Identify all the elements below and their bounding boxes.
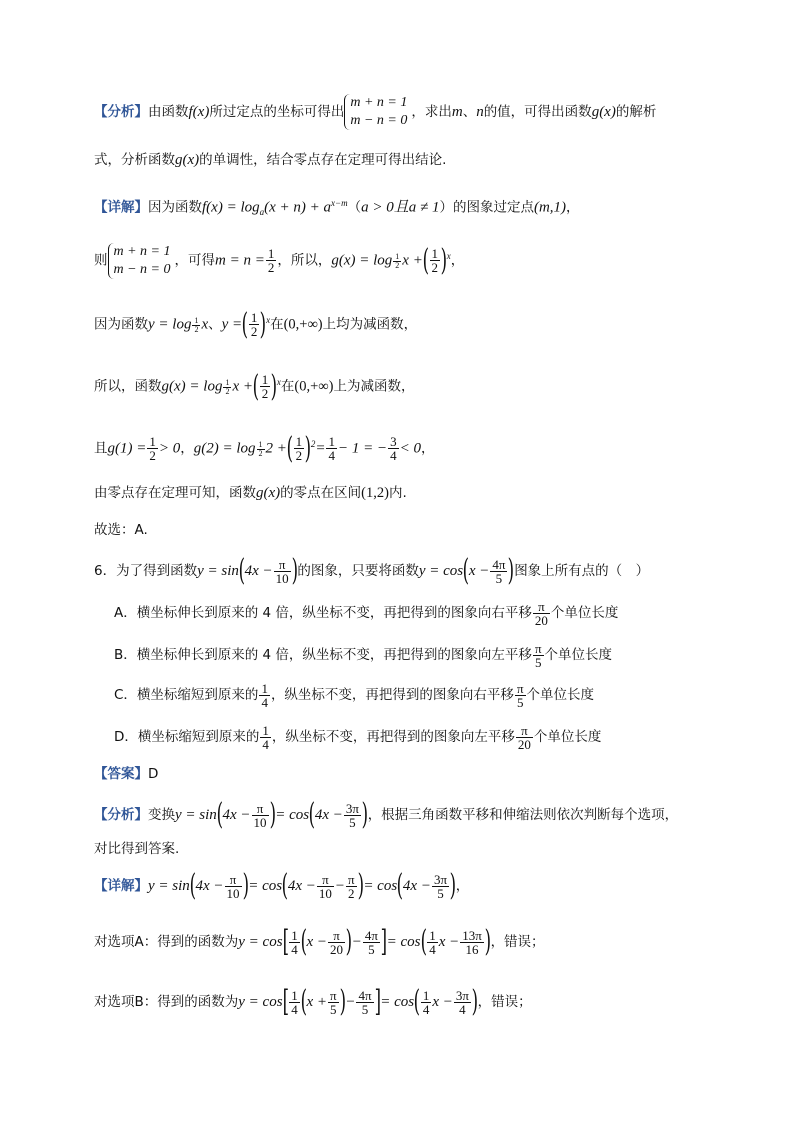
paren: (	[241, 306, 249, 342]
paren: (	[252, 368, 260, 404]
paren: (	[413, 984, 421, 1019]
den: 5	[495, 570, 503, 586]
option-letter: C．	[114, 687, 137, 703]
fraction	[317, 873, 334, 900]
paren: )	[304, 430, 312, 466]
option-text: 横坐标缩短到原来的	[137, 729, 260, 745]
paren: )	[291, 553, 298, 588]
den: 10	[226, 885, 240, 901]
text: 变换	[148, 807, 175, 823]
den: 20	[330, 941, 343, 957]
paren: )	[361, 797, 369, 832]
paren: )	[345, 924, 353, 959]
eq-row: m − n = 0	[113, 261, 171, 277]
fraction	[326, 435, 337, 462]
analysis-line-2	[94, 150, 446, 170]
math: x −	[306, 934, 327, 950]
fraction	[289, 929, 300, 956]
fraction	[356, 989, 373, 1016]
den: 5	[361, 1001, 369, 1017]
fraction	[147, 435, 158, 462]
num: π	[348, 871, 355, 887]
den: 5	[368, 941, 375, 957]
math: x	[201, 316, 209, 333]
option-c[interactable]	[114, 680, 594, 710]
paren: (	[308, 797, 316, 832]
den: 4	[429, 941, 436, 957]
fraction	[259, 682, 270, 709]
paren: )	[484, 924, 491, 959]
math: > 0	[158, 440, 181, 457]
detail-tag: 【详解】	[94, 199, 148, 216]
den: 4	[459, 1001, 466, 1017]
num: π	[328, 929, 345, 943]
num: 1	[267, 246, 275, 261]
paren: (	[286, 430, 293, 466]
math: −	[351, 934, 362, 950]
math-sub: a	[259, 207, 265, 218]
math: (0,+∞)	[294, 378, 334, 395]
math: = cos	[363, 878, 398, 894]
num: 1	[261, 372, 269, 387]
bracket: [	[282, 984, 289, 1019]
math: m = n =	[215, 252, 265, 269]
num: 1	[429, 927, 436, 943]
den: 2	[149, 448, 156, 463]
math: (x + n) + a	[264, 199, 332, 216]
math: g(1) =	[107, 440, 147, 457]
math-sup: x−m	[331, 198, 348, 208]
fraction	[533, 642, 544, 669]
fraction	[490, 558, 507, 585]
fraction	[427, 929, 438, 956]
option-text: ，纵坐标不变，再把得到的图象向右平移	[270, 687, 514, 703]
math: = cos	[275, 807, 310, 823]
answer-value: D	[148, 766, 159, 782]
num: 1	[291, 987, 298, 1003]
option-text: ，纵坐标不变，再把得到的图象向左平移	[271, 729, 515, 745]
num: 3π	[433, 871, 448, 887]
text: 的值，可得出函数	[483, 104, 592, 120]
analysis-line-1	[94, 94, 656, 130]
paren: (	[281, 868, 289, 903]
num: 3π	[455, 987, 469, 1003]
paren: (	[189, 868, 196, 903]
paren: (	[216, 797, 223, 832]
num: 4π	[364, 927, 378, 943]
math: y = sin	[175, 807, 217, 823]
num: 1	[422, 987, 430, 1003]
paren: )	[339, 984, 346, 1019]
math: y = cos	[418, 563, 464, 579]
equation-system	[108, 243, 175, 279]
paren: )	[242, 868, 249, 903]
fraction	[363, 929, 380, 956]
den: 10	[318, 885, 332, 901]
den: 10	[275, 570, 289, 586]
num: π	[533, 600, 550, 614]
num: π	[330, 987, 337, 1003]
text: 因为函数	[94, 316, 148, 333]
math: x −	[468, 563, 490, 579]
num: 1	[194, 316, 199, 326]
fraction-base	[223, 379, 231, 396]
den: 5	[437, 885, 444, 901]
math: 4x −	[244, 563, 273, 579]
bracket: [	[282, 924, 289, 959]
math-n: n	[476, 104, 484, 120]
text: ，	[180, 440, 194, 457]
text: 所过定点的坐标可得出	[209, 104, 345, 120]
num: 1	[291, 927, 298, 943]
text: ，可得	[174, 252, 216, 269]
fraction	[249, 311, 260, 338]
fraction	[346, 873, 357, 900]
num: 13π	[462, 927, 482, 943]
math: = cos	[386, 934, 421, 950]
text: ，求出	[411, 104, 452, 120]
option-a[interactable]	[114, 598, 618, 628]
answer-tag: 【答案】	[94, 766, 148, 782]
paren: )	[449, 868, 457, 903]
option-letter: B．	[114, 647, 137, 663]
fraction	[432, 873, 449, 900]
den: 4	[262, 736, 269, 752]
text: 的解析	[615, 104, 657, 120]
answer-line	[94, 764, 158, 784]
text: 的零点在区间	[280, 485, 362, 501]
den: 2	[395, 261, 400, 271]
num: 1	[225, 378, 230, 388]
math-sup: x	[446, 251, 451, 261]
math: x −	[432, 994, 453, 1010]
den: 2	[225, 387, 230, 397]
fraction	[252, 802, 269, 829]
fraction-base	[393, 253, 401, 270]
math: g(2) = log	[193, 440, 256, 457]
num: 3	[390, 434, 397, 449]
den: 4	[291, 1001, 298, 1017]
math-sup: 2	[310, 439, 316, 449]
text: 的单调性，结合零点存在定理可得出结论.	[199, 152, 447, 168]
den: 2	[258, 449, 263, 459]
fraction	[344, 802, 361, 829]
eq-row: m + n = 1	[350, 95, 408, 110]
math: −	[345, 994, 356, 1010]
math: 4x −	[222, 807, 251, 823]
den: 20	[517, 736, 531, 752]
den: 2	[267, 260, 275, 275]
num: 1	[262, 722, 269, 738]
text: 上为减函数，	[333, 378, 415, 395]
paren: (	[420, 924, 427, 959]
math-fx: f(x)	[188, 104, 210, 120]
text: ）的图象过定点	[439, 199, 534, 216]
detail-tag: 【详解】	[94, 878, 148, 894]
paren: (	[300, 984, 307, 1019]
den: 10	[253, 814, 267, 830]
math: 2 +	[265, 440, 287, 457]
text: ，	[455, 878, 470, 894]
analysis-tag: 【分析】	[94, 807, 148, 823]
option-letter: A．	[114, 605, 137, 621]
text: 上均为减函数，	[322, 316, 418, 333]
den: 5	[330, 1001, 337, 1017]
text: 因为函数	[148, 199, 202, 216]
text: ，	[420, 440, 435, 457]
analysis-tag: 【分析】	[94, 104, 148, 120]
num: π	[274, 558, 291, 572]
fraction	[260, 724, 271, 751]
math-gx: g(x)	[591, 104, 616, 120]
num: 1	[149, 434, 156, 449]
text: 对选项B：得到的函数为	[94, 994, 239, 1010]
paren: (	[396, 868, 404, 903]
detail-line-3	[94, 300, 417, 345]
paren: )	[270, 368, 278, 404]
den: 20	[534, 612, 548, 628]
math: x −	[438, 934, 460, 950]
math: = cos	[380, 994, 415, 1010]
option-text: 个单位长度	[526, 687, 595, 703]
text: ，	[450, 252, 465, 269]
num: 1	[261, 680, 268, 696]
math: y = log	[148, 316, 192, 333]
fraction	[460, 929, 484, 956]
num: 4π	[358, 987, 372, 1003]
math: (1,2)	[361, 485, 389, 501]
text: 图象上所有点的（ ）	[514, 563, 650, 579]
text: 对选项A：得到的函数为	[94, 934, 239, 950]
option-text: 个单位长度	[533, 729, 602, 745]
math: < 0	[399, 440, 421, 457]
num: 1	[295, 434, 303, 449]
option-letter: D．	[114, 729, 138, 745]
den: 2	[250, 324, 258, 339]
math: g(x) = log	[161, 378, 223, 395]
den: 2	[194, 325, 199, 335]
detail-line-5	[94, 424, 434, 469]
paren: )	[471, 984, 479, 1019]
den: 16	[465, 941, 479, 957]
math: y =	[221, 316, 243, 333]
text: 、	[462, 104, 477, 120]
paren: )	[269, 797, 276, 832]
text: 则	[94, 252, 108, 269]
fraction	[388, 435, 399, 462]
math: x +	[402, 252, 423, 269]
text: 由零点存在定理可知，函数	[94, 485, 256, 501]
question-number: 6．为了得到函数	[94, 563, 198, 579]
math: y = cos	[238, 994, 283, 1010]
math: g(x) = log	[331, 252, 393, 269]
choice-line: 故选：A.	[94, 522, 148, 538]
option-text: 横坐标伸长到原来的 4 倍，纵坐标不变，再把得到的图象向左平移	[136, 647, 532, 663]
bracket: ]	[374, 984, 381, 1019]
text: ，错误；	[477, 994, 532, 1010]
math: a > 0且a ≠ 1	[361, 199, 440, 216]
den: 5	[534, 654, 542, 670]
text: 所以，函数	[94, 378, 162, 395]
num: 1	[431, 246, 439, 261]
detail-line-2	[94, 236, 464, 281]
paren: )	[260, 306, 267, 342]
num: 4π	[492, 556, 506, 572]
math: =	[315, 440, 326, 457]
num: π	[516, 680, 524, 696]
num: π	[252, 802, 269, 816]
den: 4	[291, 941, 298, 957]
math: (m,1)	[533, 199, 567, 216]
math: = cos	[248, 878, 283, 894]
math: 4x −	[402, 878, 431, 894]
math: 4x −	[195, 878, 224, 894]
den: 2	[431, 260, 439, 275]
option-b[interactable]	[114, 640, 612, 670]
num: π	[225, 873, 242, 887]
detail-line-4	[94, 362, 414, 407]
fraction	[260, 373, 271, 400]
text: 内.	[388, 485, 407, 501]
num: 1	[250, 310, 258, 325]
math: x +	[306, 994, 328, 1010]
den: 4	[261, 694, 268, 710]
text: 在	[280, 378, 295, 395]
bracket: ]	[380, 924, 388, 959]
math-sup: x	[276, 377, 281, 387]
detail-line-6	[94, 483, 407, 503]
math-gx: g(x)	[175, 152, 200, 168]
paren: (	[238, 553, 245, 588]
equation-system	[344, 94, 411, 130]
math: y = sin	[148, 878, 190, 894]
text: ，根据三角函数平移和伸缩法则依次判断每个选项，	[367, 807, 679, 823]
den: 5	[516, 694, 524, 710]
fraction	[328, 929, 345, 956]
num: 1	[395, 252, 400, 262]
question-6	[94, 551, 649, 591]
fraction	[454, 989, 471, 1016]
den: 5	[349, 814, 356, 830]
text: （	[347, 199, 362, 216]
detail2-option-b	[94, 982, 532, 1022]
fraction	[328, 989, 339, 1016]
option-text: 个单位长度	[544, 647, 613, 663]
paren: (	[462, 553, 470, 588]
math-sup: x	[266, 315, 271, 325]
paren: )	[508, 553, 515, 588]
den: 4	[390, 448, 397, 463]
math: 4x −	[287, 878, 316, 894]
text: ，	[566, 199, 580, 216]
math: y = cos	[238, 934, 283, 950]
fraction	[430, 247, 441, 274]
detail2-line-1: 【详解】y = sin(4x − $\frac{\pi}{10}$ )= cos(4x − $\frac{\pi}{10}$ − $\frac{\pi}{2}$ )= cos(4x − $\frac{3\pi}{5}$ )，	[94, 868, 470, 903]
math: x +	[232, 378, 253, 395]
math: f(x) = log	[202, 199, 260, 216]
detail-line-1	[94, 193, 580, 222]
text: 由函数	[148, 104, 189, 120]
den: 2	[261, 386, 269, 401]
paren: )	[440, 242, 448, 278]
num: 3π	[345, 800, 359, 816]
paren: )	[357, 868, 364, 903]
fraction	[516, 724, 533, 751]
analysis2-line-2: 对比得到答案.	[94, 841, 180, 857]
den: 2	[295, 448, 303, 463]
num: 1	[258, 440, 263, 450]
den: 4	[422, 1001, 430, 1017]
option-text: 横坐标伸长到原来的 4 倍，纵坐标不变，再把得到的图象向右平移	[136, 605, 532, 621]
fraction	[294, 435, 305, 462]
math: 4x −	[314, 807, 343, 823]
fraction-base	[257, 441, 265, 458]
option-d[interactable]	[114, 722, 601, 752]
num: π	[534, 640, 542, 656]
text: ，所以，	[277, 252, 332, 269]
den: 4	[328, 448, 335, 463]
fraction	[289, 989, 300, 1016]
fraction	[274, 558, 291, 585]
paren: (	[422, 242, 429, 278]
text: 式，分析函数	[94, 152, 175, 168]
detail2-option-a	[94, 922, 545, 962]
option-text: 个单位长度	[550, 605, 619, 621]
text: 且	[94, 440, 108, 457]
paren: (	[300, 924, 307, 959]
text: 的图象，只要将函数	[297, 563, 419, 579]
text: 在	[270, 316, 284, 333]
eq-row: m − n = 0	[350, 113, 408, 128]
eq-row: m + n = 1	[113, 243, 171, 259]
fraction	[533, 600, 550, 627]
math: (0,+∞)	[283, 316, 323, 333]
text: 、	[208, 316, 222, 333]
fraction	[266, 247, 277, 274]
math: g(x)	[256, 485, 281, 501]
analysis2-line-1	[94, 795, 678, 835]
option-text: 横坐标缩短到原来的	[136, 687, 259, 703]
math: y = sin	[197, 563, 239, 579]
fraction	[225, 873, 242, 900]
num: π	[516, 724, 533, 738]
fraction	[421, 989, 432, 1016]
fraction	[515, 682, 526, 709]
math-m: m	[451, 104, 463, 120]
num: 1	[328, 434, 335, 449]
text: ，错误；	[490, 934, 545, 950]
fraction-base	[192, 317, 200, 334]
math: − 1 = −	[337, 440, 388, 457]
den: 2	[348, 885, 355, 901]
num: π	[317, 873, 334, 887]
